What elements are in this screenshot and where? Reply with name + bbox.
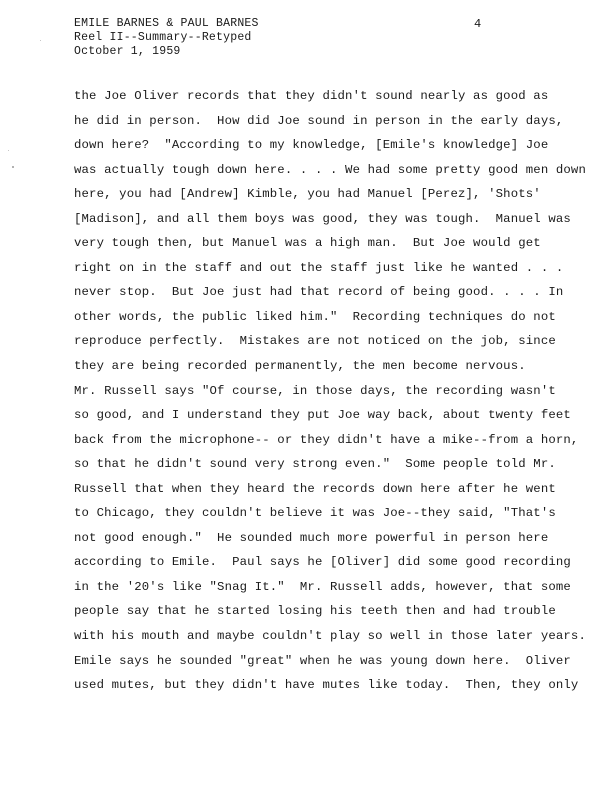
- transcript-body: [74, 84, 594, 698]
- body-line: other words, the public liked him." Recording techniques do not: [74, 309, 556, 324]
- body-line: never stop. But Joe just had that record of being good. . . . In: [74, 285, 564, 300]
- body-line: reproduce perfectly. Mistakes are not noticed on the job, since: [74, 334, 556, 349]
- body-line: the Joe Oliver records that they didn't sound nearly as good as: [74, 89, 549, 103]
- body-line: down here? "According to my knowledge, [Emile's knowledge] Joe: [74, 138, 549, 153]
- body-line: used mutes, but they didn't have mutes like today. Then, they only: [74, 678, 579, 693]
- body-line: so that he didn't sound very strong even." Some people told Mr.: [74, 457, 556, 472]
- body-line: so good, and I understand they put Joe way back, about twenty feet: [74, 408, 571, 423]
- body-line: people say that he started losing his teeth then and had trouble: [74, 604, 556, 619]
- document-header: [74, 17, 594, 59]
- body-line: not good enough." He sounded much more powerful in person here: [74, 530, 549, 545]
- body-line: [Madison], and all them boys was good, they was tough. Manuel was: [74, 211, 571, 226]
- header-reel: Reel II--Summary--Retyped: [74, 31, 252, 44]
- scan-speck: [8, 150, 9, 151]
- page-number: 4: [474, 17, 482, 31]
- body-line: he did in person. How did Joe sound in person in the early days,: [74, 113, 564, 128]
- body-line: very tough then, but Manuel was a high man. But Joe would get: [74, 236, 541, 251]
- body-line: back from the microphone-- or they didn't have a mike--from a horn,: [74, 432, 579, 447]
- header-date: October 1, 1959: [74, 45, 181, 58]
- body-line: was actually tough down here. . . . We had some pretty good men down: [74, 162, 586, 177]
- header-names: EMILE BARNES & PAUL BARNES: [74, 17, 259, 30]
- scan-speck: [40, 40, 41, 41]
- body-line: with his mouth and maybe couldn't play so well in those later years.: [74, 629, 586, 644]
- body-line: Emile says he sounded "great" when he was young down here. Oliver: [74, 653, 571, 668]
- body-line: Mr. Russell says "Of course, in those days, the recording wasn't: [74, 383, 556, 398]
- body-line: to Chicago, they couldn't believe it was Joe--they said, "That's: [74, 506, 556, 521]
- scan-speck: [12, 166, 14, 168]
- body-line: they are being recorded permanently, the men become nervous.: [74, 359, 526, 374]
- body-line: in the '20's like "Snag It." Mr. Russell adds, however, that some: [74, 579, 571, 594]
- body-line: here, you had [Andrew] Kimble, you had Manuel [Perez], 'Shots': [74, 187, 541, 202]
- body-line: according to Emile. Paul says he [Oliver] did some good recording: [74, 555, 571, 570]
- body-line: right on in the staff and out the staff just like he wanted . . .: [74, 260, 564, 275]
- body-line: Russell that when they heard the records down here after he went: [74, 481, 556, 496]
